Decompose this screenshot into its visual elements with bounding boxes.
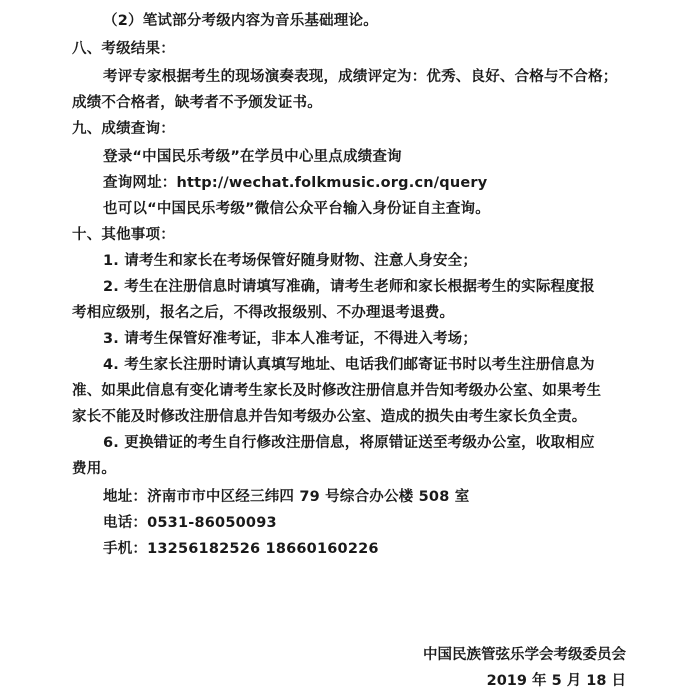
other-item-4: 4. 考生家长注册时请认真填写地址、电话我们邮寄证书时以考生注册信息为 [103, 357, 595, 373]
query-url: 查询网址：http://wechat.folkmusic.org.cn/query [103, 175, 488, 191]
other-item-1: 1. 请考生和家长在考场保管好随身财物、注意人身安全； [103, 253, 478, 269]
other-item-4-cont: 家长不能及时修改注册信息并告知考级办公室、造成的损失由考生家长负全责。 [72, 409, 587, 425]
other-item-6: 6. 更换错证的考生自行修改注册信息，将原错证送至考级办公室，收取相应 [103, 435, 595, 451]
contact-address: 地址：济南市市中区经三纬四 79 号综合办公楼 508 室 [103, 489, 470, 505]
written-exam-note: （2）笔试部分考级内容为音乐基础理论。 [103, 13, 378, 29]
signature-date: 2019 年 5 月 18 日 [486, 673, 626, 689]
section-heading-other: 十、其他事项： [72, 227, 175, 243]
other-item-2-cont: 考相应级别，报名之后，不得改报级别、不办理退考退费。 [72, 305, 455, 321]
query-wechat-note: 也可以“中国民乐考级”微信公众平台输入身份证自主查询。 [103, 201, 490, 217]
contact-mobile: 手机：13256182526 18660160226 [103, 541, 379, 557]
query-instruction: 登录“中国民乐考级”在学员中心里点成绩查询 [103, 149, 402, 165]
other-item-2: 2. 考生在注册信息时请填写准确，请考生老师和家长根据考生的实际程度报 [103, 279, 595, 295]
results-paragraph-line: 成绩不合格者，缺考者不予颁发证书。 [72, 95, 322, 111]
results-paragraph-line: 考评专家根据考生的现场演奏表现，成绩评定为：优秀、良好、合格与不合格； [103, 69, 618, 85]
other-item-4-cont: 准、如果此信息有变化请考生家长及时修改注册信息并告知考级办公室、如果考生 [72, 383, 602, 399]
section-heading-results: 八、考级结果： [72, 41, 175, 57]
signature-organization: 中国民族管弦乐学会考级委员会 [423, 647, 626, 663]
other-item-6-cont: 费用。 [72, 461, 117, 477]
contact-phone: 电话：0531-86050093 [103, 515, 277, 531]
other-item-3: 3. 请考生保管好准考证，非本人准考证，不得进入考场； [103, 331, 478, 347]
section-heading-query: 九、成绩查询： [72, 121, 175, 137]
